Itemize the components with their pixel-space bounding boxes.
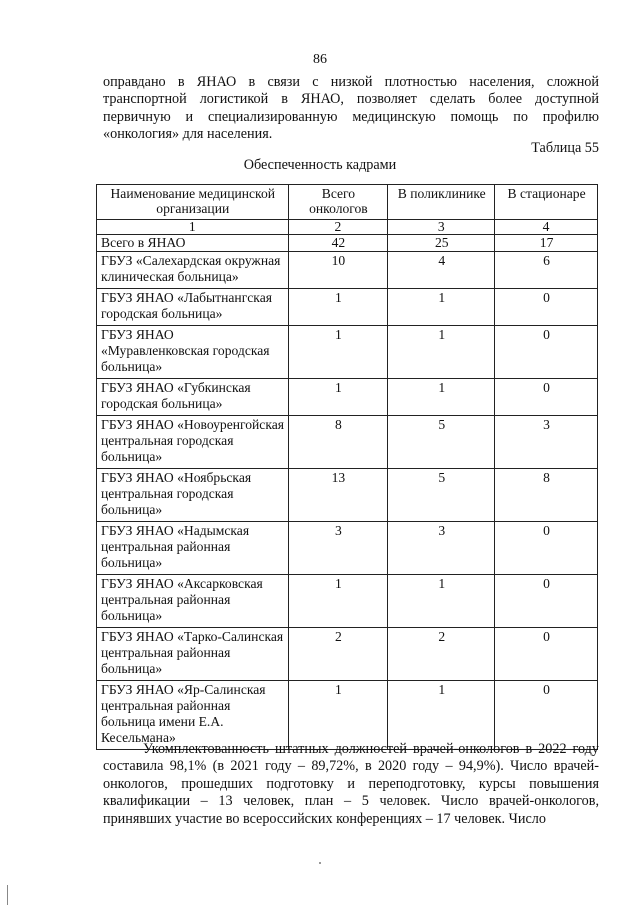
row-name: ГБУЗ ЯНАО «Лабытнангская городская больница»	[97, 289, 289, 326]
row-hospital: 0	[495, 522, 598, 575]
row-total: 10	[288, 252, 388, 289]
row-name: ГБУЗ ЯНАО «Ноябрьская центральная городская больница»	[97, 469, 289, 522]
table-row	[97, 326, 598, 379]
row-name: ГБУЗ ЯНАО «Аксарковская центральная районная больница»	[97, 575, 289, 628]
row-name: Всего в ЯНАО	[97, 235, 289, 252]
row-name: ГБУЗ «Салехардская окружная клиническая больница»	[97, 252, 289, 289]
row-hospital: 3	[495, 416, 598, 469]
row-name: ГБУЗ ЯНАО «Тарко-Салинская центральная районная больница»	[97, 628, 289, 681]
table-row	[97, 379, 598, 416]
row-clinic: 1	[388, 379, 495, 416]
header-organization: Наименование медицинской организации	[97, 185, 289, 220]
row-total: 1	[288, 379, 388, 416]
table-row	[97, 575, 598, 628]
row-name: ГБУЗ ЯНАО «Надымская центральная районная больница»	[97, 522, 289, 575]
row-total: 8	[288, 416, 388, 469]
table-row	[97, 628, 598, 681]
header-total-oncologists: Всего онкологов	[288, 185, 388, 220]
table-row	[97, 252, 598, 289]
row-total: 1	[288, 326, 388, 379]
table-row	[97, 289, 598, 326]
scan-speck	[319, 862, 321, 864]
intro-paragraph: оправдано в ЯНАО в связи с низкой плотностью населения, сложной транспортной логистикой в ЯНАО, позволяет сделать более доступной первичную и специализированную медицинскую помощь по профилю «онкология» для населения.	[103, 74, 599, 143]
header-hospital: В стационаре	[495, 185, 598, 220]
table-row-total	[97, 235, 598, 252]
column-number: 3	[388, 220, 495, 235]
table-row	[97, 469, 598, 522]
row-total: 1	[288, 575, 388, 628]
row-hospital: 0	[495, 575, 598, 628]
page-number: 86	[313, 52, 327, 67]
table-row	[97, 681, 598, 750]
column-number: 2	[288, 220, 388, 235]
column-number: 4	[495, 220, 598, 235]
row-total: 1	[288, 681, 388, 750]
row-hospital: 8	[495, 469, 598, 522]
table-row	[97, 522, 598, 575]
row-clinic: 25	[388, 235, 495, 252]
row-hospital: 17	[495, 235, 598, 252]
row-hospital: 0	[495, 628, 598, 681]
row-hospital: 6	[495, 252, 598, 289]
row-hospital: 0	[495, 681, 598, 750]
row-name: ГБУЗ ЯНАО «Губкинская городская больница»	[97, 379, 289, 416]
staffing-table	[96, 184, 598, 750]
row-hospital: 0	[495, 326, 598, 379]
scan-edge-mark	[7, 885, 8, 905]
row-clinic: 1	[388, 289, 495, 326]
row-name: ГБУЗ ЯНАО «Новоуренгойская центральная городская больница»	[97, 416, 289, 469]
row-total: 2	[288, 628, 388, 681]
row-clinic: 5	[388, 416, 495, 469]
row-total: 1	[288, 289, 388, 326]
column-number: 1	[97, 220, 289, 235]
row-clinic: 1	[388, 326, 495, 379]
row-clinic: 2	[388, 628, 495, 681]
row-total: 3	[288, 522, 388, 575]
table-title: Обеспеченность кадрами	[243, 157, 397, 173]
row-clinic: 5	[388, 469, 495, 522]
header-clinic: В поликлинике	[388, 185, 495, 220]
table-row	[97, 416, 598, 469]
row-clinic: 4	[388, 252, 495, 289]
row-clinic: 3	[388, 522, 495, 575]
row-clinic: 1	[388, 681, 495, 750]
row-name: ГБУЗ ЯНАО «Муравленковская городская больница»	[97, 326, 289, 379]
table-label: Таблица 55	[531, 140, 599, 156]
row-hospital: 0	[495, 379, 598, 416]
column-number-row	[97, 220, 598, 235]
row-total: 13	[288, 469, 388, 522]
table-header-row	[97, 185, 598, 220]
row-hospital: 0	[495, 289, 598, 326]
summary-paragraph: Укомплектованность штатных должностей врачей-онкологов в 2022 году составила 98,1% (в 2021 году – 89,72%, в 2020 году – 94,9%). Число врачей-онкологов, прошедших подготовку и переподготовку, курсы повышения квалификации – 13 человек, план – 5 человек. Число врачей-онкологов, принявших участие во всероссийских конференциях – 17 человек. Число	[103, 741, 599, 827]
row-name: ГБУЗ ЯНАО «Яр-Салинская центральная районная больница имени Е.А. Кесельмана»	[97, 681, 289, 750]
row-clinic: 1	[388, 575, 495, 628]
row-total: 42	[288, 235, 388, 252]
